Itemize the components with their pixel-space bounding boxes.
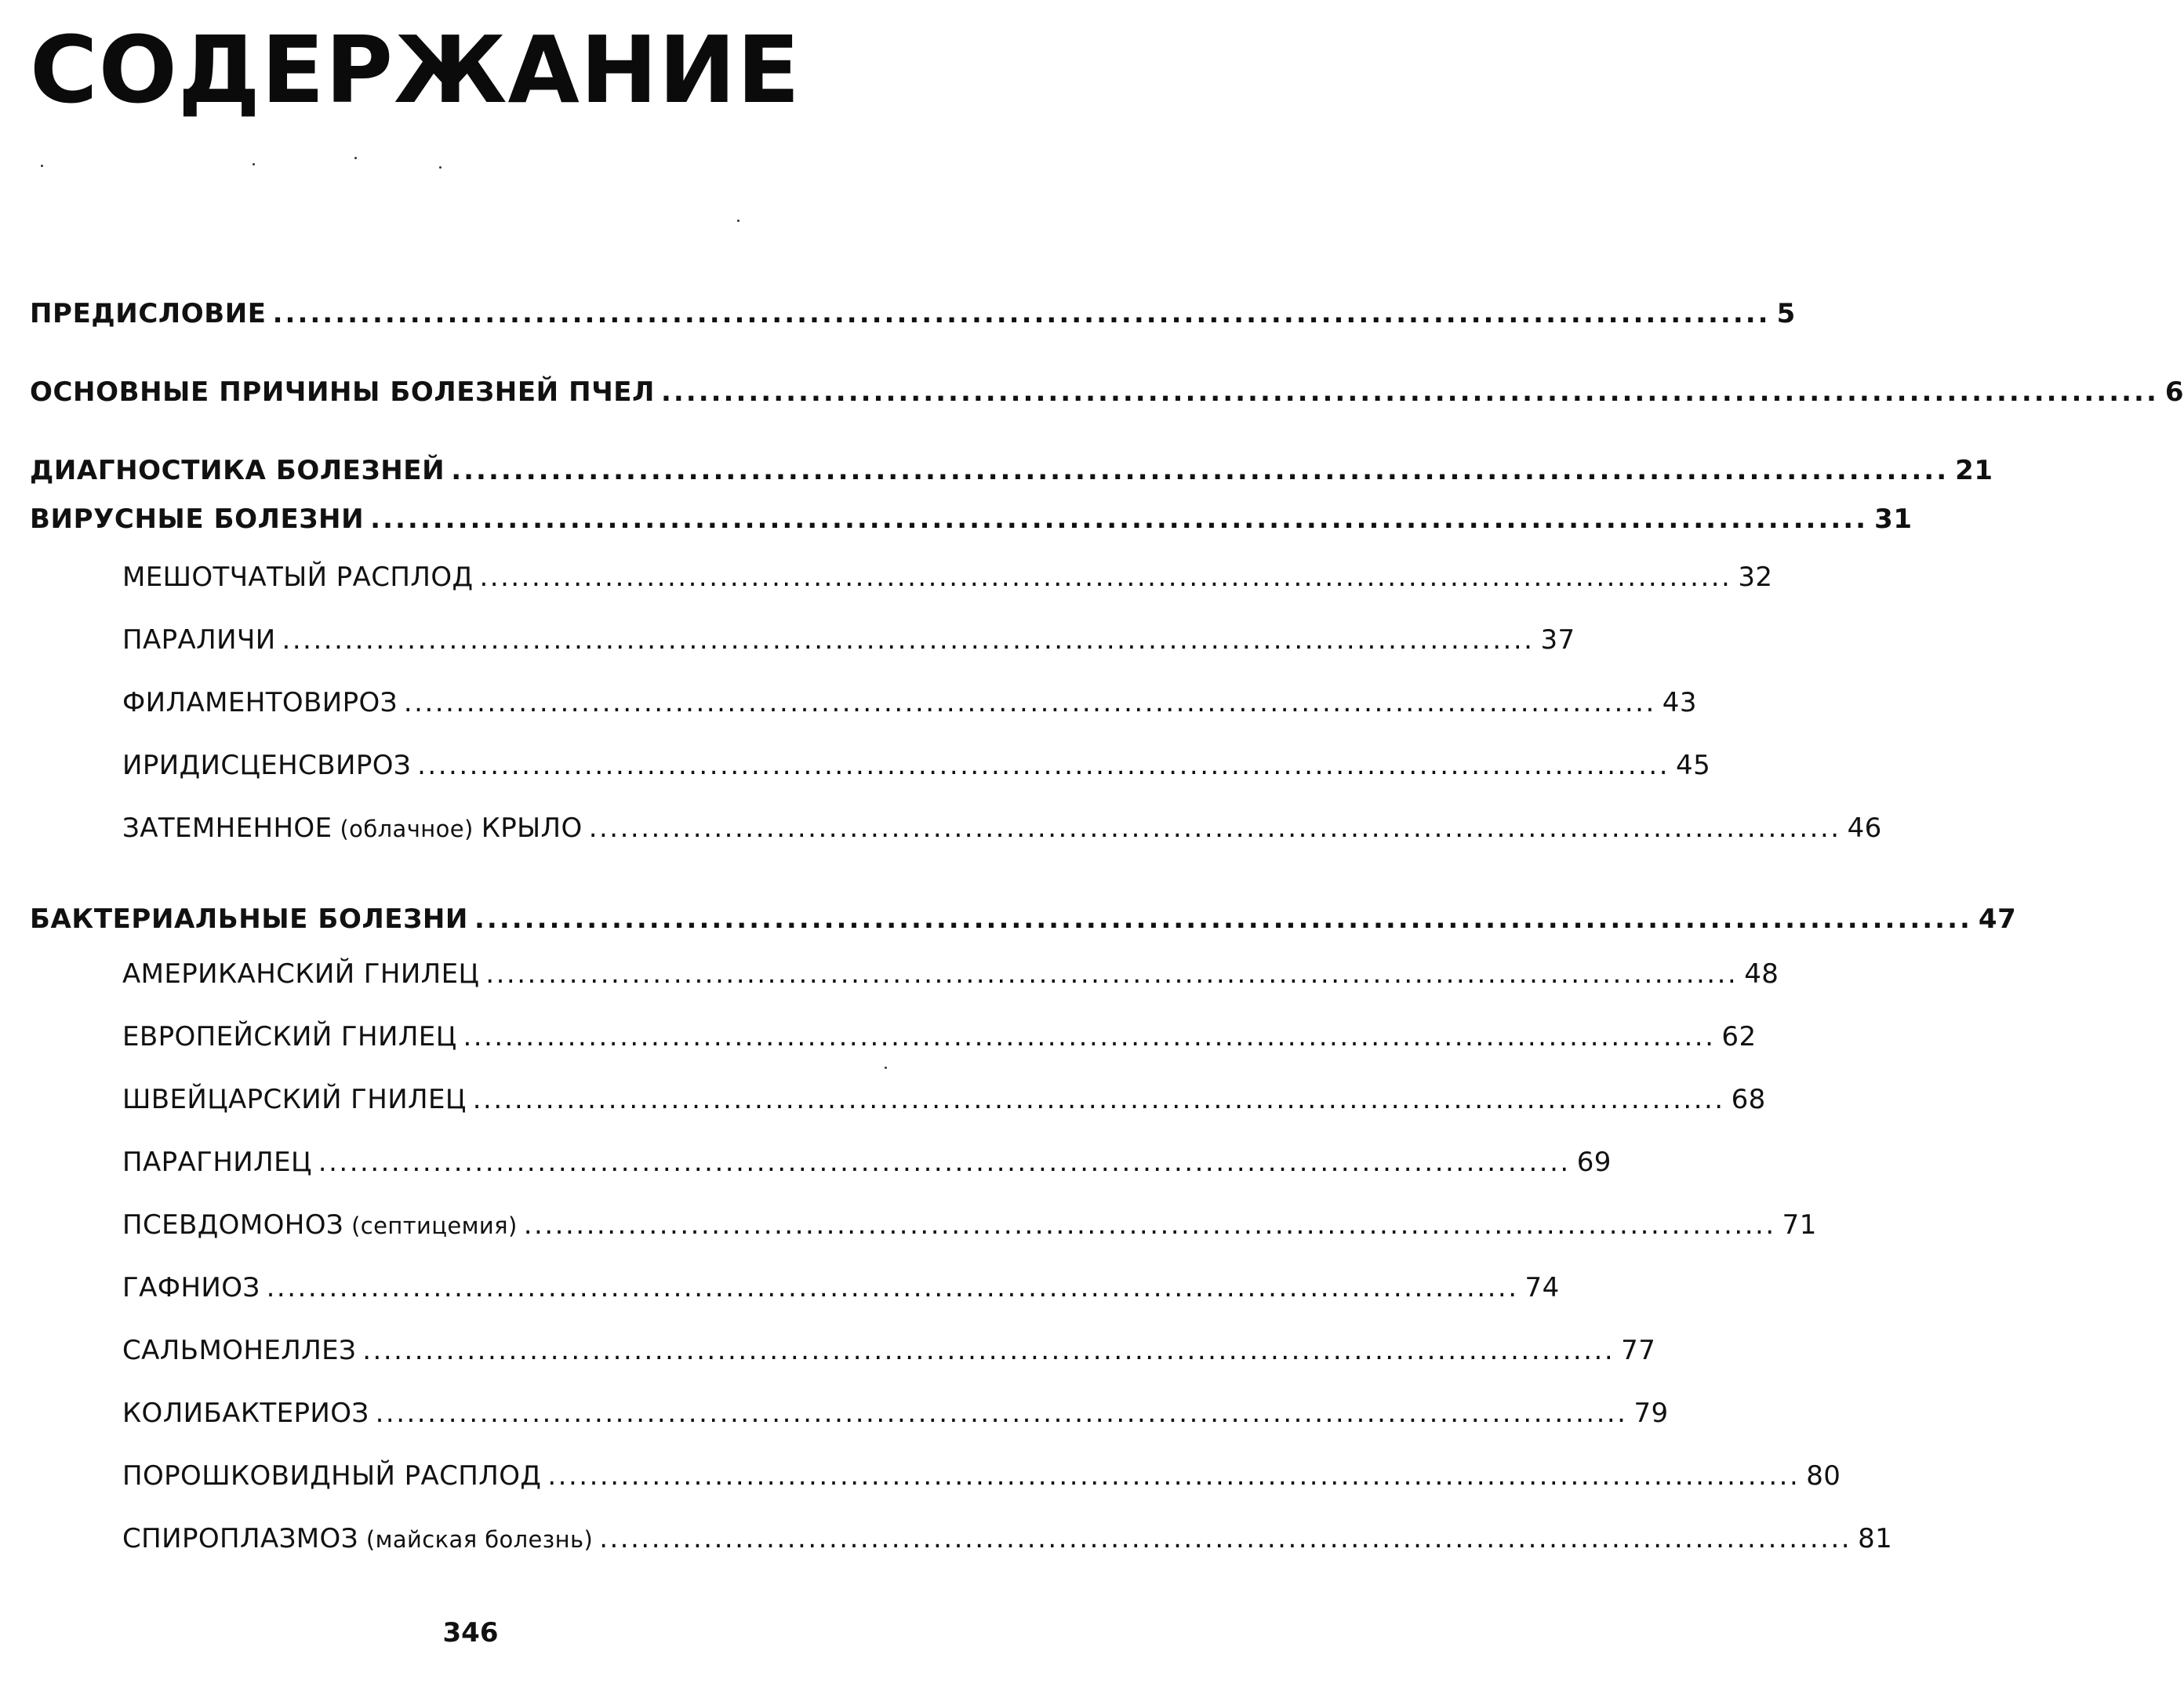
toc-page-number: 6 <box>2164 376 2184 408</box>
toc-page-number: 32 <box>1738 562 1773 593</box>
toc-entry-label: ИРИДИСЦЕНСВИРОЗ <box>122 750 412 781</box>
toc-page-number: 71 <box>1782 1209 1817 1241</box>
toc-entry <box>122 1084 1766 1115</box>
toc-entry-label: ЕВРОПЕЙСКИЙ ГНИЛЕЦ <box>122 1021 457 1052</box>
toc-page-number: 43 <box>1662 687 1697 718</box>
toc-entry-label: ШВЕЙЦАРСКИЙ ГНИЛЕЦ <box>122 1084 467 1115</box>
toc-page-number: 21 <box>1955 455 1993 486</box>
toc-entry-label: САЛЬМОНЕЛЛЕЗ <box>122 1335 357 1366</box>
dot-leader: ........................................................................................................................ <box>370 503 1869 535</box>
toc-entry-label: БАКТЕРИАЛЬНЫЕ БОЛЕЗНИ <box>30 903 468 935</box>
page-title: СОДЕРЖАНИЕ <box>30 16 801 124</box>
dot-leader: ........................................................................................................................ <box>403 687 1656 718</box>
toc-entry-label: ЗАТЕМНЕННОЕ <box>122 812 333 844</box>
toc-entry-label: ДИАГНОСТИКА БОЛЕЗНЕЙ <box>30 455 445 486</box>
dot-leader: ........................................................................................................................ <box>417 750 1670 781</box>
dot-leader: ........................................................................................................................ <box>282 624 1535 656</box>
toc-page-number: 37 <box>1540 624 1575 656</box>
toc-page-number: 80 <box>1806 1460 1841 1492</box>
toc-page-number: 81 <box>1858 1523 1893 1554</box>
scan-speck <box>439 166 442 169</box>
toc-page-number: 79 <box>1633 1398 1669 1429</box>
toc-entry-note: (септицемия) <box>351 1212 518 1239</box>
toc-entry-label: МЕШОТЧАТЫЙ РАСПЛОД <box>122 562 474 593</box>
scan-speck <box>885 1067 887 1069</box>
toc-entry <box>122 562 1773 593</box>
dot-leader: ........................................................................................................................ <box>318 1147 1571 1178</box>
toc-entry <box>122 1398 1669 1429</box>
dot-leader: ........................................................................................................................ <box>451 455 1950 486</box>
toc-entry-label: ФИЛАМЕНТОВИРОЗ <box>122 687 398 718</box>
toc-entry <box>122 687 1697 718</box>
toc-entry <box>122 624 1575 656</box>
toc-entry-label: КОЛИБАКТЕРИОЗ <box>122 1398 369 1429</box>
dot-leader: ........................................................................................................................ <box>547 1460 1801 1492</box>
dot-leader: ........................................................................................................................ <box>588 812 1841 844</box>
toc-entry-label: ГАФНИОЗ <box>122 1272 260 1303</box>
toc-page-number: 68 <box>1731 1084 1766 1115</box>
toc-entry <box>30 298 1796 329</box>
toc-entry-label: ПОРОШКОВИДНЫЙ РАСПЛОД <box>122 1460 542 1492</box>
dot-leader: ........................................................................................................................ <box>375 1398 1628 1429</box>
toc-entry-note: (майская болезнь) <box>365 1526 594 1553</box>
dot-leader: ........................................................................................................................ <box>463 1021 1716 1052</box>
toc-page-number: 5 <box>1776 298 1796 329</box>
dot-leader: ........................................................................................................................ <box>660 376 2159 408</box>
toc-entry <box>30 903 2017 935</box>
scan-speck <box>41 165 43 167</box>
toc-entry-label: ОСНОВНЫЕ ПРИЧИНЫ БОЛЕЗНЕЙ ПЧЕЛ <box>30 376 655 408</box>
toc-page-number: 46 <box>1847 812 1882 844</box>
toc-entry <box>122 958 1779 990</box>
toc-entry <box>122 1209 1817 1241</box>
toc-entry <box>122 1272 1560 1303</box>
toc-entry <box>122 1523 1893 1554</box>
toc-entry <box>122 750 1711 781</box>
toc-page-number: 62 <box>1721 1021 1757 1052</box>
dot-leader: ........................................................................................................................ <box>266 1272 1519 1303</box>
toc-entry-label: ПАРАЛИЧИ <box>122 624 276 656</box>
scan-speck <box>737 220 740 222</box>
toc-entry <box>122 1460 1841 1492</box>
toc-page-number: 74 <box>1524 1272 1560 1303</box>
toc-entry <box>30 376 2184 408</box>
toc-entry <box>122 1147 1612 1178</box>
scan-speck <box>354 157 357 159</box>
dot-leader: ........................................................................................................................ <box>474 903 1972 935</box>
toc-page-number: 45 <box>1676 750 1711 781</box>
toc-entry <box>122 1021 1757 1052</box>
toc-entry <box>122 812 1882 844</box>
toc-page-number: 47 <box>1978 903 2017 935</box>
toc-entry <box>30 455 1993 486</box>
toc-entry-label: ВИРУСНЫЕ БОЛЕЗНИ <box>30 503 365 535</box>
toc-page-number: 69 <box>1576 1147 1612 1178</box>
toc-page-number: 48 <box>1744 958 1779 990</box>
toc-page-number: 77 <box>1621 1335 1656 1366</box>
dot-leader: ........................................................................................................................ <box>599 1523 1852 1554</box>
toc-entry-note: (облачное) <box>340 816 474 842</box>
dot-leader: ........................................................................................................................ <box>472 1084 1725 1115</box>
scan-speck <box>253 163 255 165</box>
toc-entry-label: ПРЕДИСЛОВИЕ <box>30 298 267 329</box>
dot-leader: ........................................................................................................................ <box>523 1209 1776 1241</box>
toc-entry-label: АМЕРИКАНСКИЙ ГНИЛЕЦ <box>122 958 480 990</box>
toc-entry <box>122 1335 1656 1366</box>
toc-entry-label: ПСЕВДОМОНОЗ <box>122 1209 344 1241</box>
toc-entry-label-continued: КРЫЛО <box>481 812 583 844</box>
dot-leader: ........................................................................................................................ <box>272 298 1771 329</box>
dot-leader: ........................................................................................................................ <box>485 958 1739 990</box>
toc-page-number: 31 <box>1874 503 1913 535</box>
page-number: 346 <box>442 1617 499 1649</box>
dot-leader: ........................................................................................................................ <box>479 562 1732 593</box>
toc-entry-label: СПИРОПЛАЗМОЗ <box>122 1523 358 1554</box>
toc-entry-label: ПАРАГНИЛЕЦ <box>122 1147 312 1178</box>
dot-leader: ........................................................................................................................ <box>362 1335 1615 1366</box>
toc-entry <box>30 503 1913 535</box>
